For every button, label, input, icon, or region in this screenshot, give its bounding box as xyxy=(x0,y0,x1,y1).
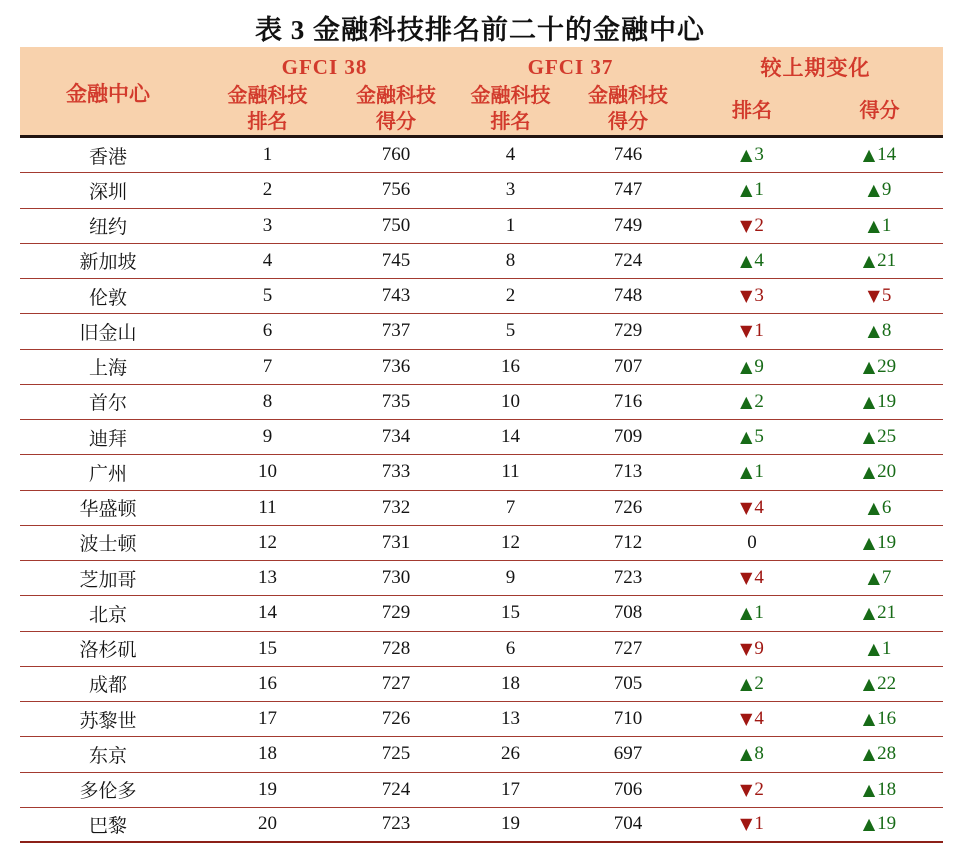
down-arrow-icon: ▼ xyxy=(740,814,753,834)
table-row xyxy=(20,138,943,173)
gfci38-rank-cell: 5 xyxy=(262,285,273,307)
change-value: 18 xyxy=(877,778,897,800)
city-cell: 成都 xyxy=(88,675,127,697)
change-value: 25 xyxy=(877,426,897,448)
score-change-cell xyxy=(816,602,943,624)
gfci37-rank-cell: 9 xyxy=(505,567,516,589)
table-title: 表 3 金融科技排名前二十的金融中心 xyxy=(255,15,705,45)
table-row xyxy=(20,455,943,490)
table-row xyxy=(20,279,943,314)
gfci37-rank-cell: 2 xyxy=(505,285,516,307)
change-value: 1 xyxy=(754,461,764,483)
gfci37-score-cell: 706 xyxy=(613,778,643,800)
change-value: 7 xyxy=(881,567,892,589)
up-arrow-icon: ▲ xyxy=(862,532,876,552)
gfci37-score-cell: 707 xyxy=(613,355,643,377)
gfci37-score-cell: 704 xyxy=(613,813,643,835)
gfci38-rank-cell: 15 xyxy=(258,637,277,659)
table-row xyxy=(20,632,943,667)
gfci38-rank-cell: 4 xyxy=(262,249,273,271)
gfci37-rank-cell: 1 xyxy=(505,214,516,236)
table-row xyxy=(20,526,943,561)
gfci38-score-cell: 733 xyxy=(381,461,411,483)
change-value: 16 xyxy=(877,708,897,730)
down-arrow-icon: ▼ xyxy=(740,321,753,341)
up-arrow-icon: ▲ xyxy=(862,462,876,482)
fintech-ranking-table xyxy=(20,47,943,843)
up-arrow-icon: ▲ xyxy=(867,568,880,588)
up-arrow-icon: ▲ xyxy=(867,215,880,235)
city-cell: 广州 xyxy=(88,463,127,485)
table-row xyxy=(20,209,943,244)
gfci38-score-cell: 725 xyxy=(381,743,411,765)
down-arrow-icon: ▼ xyxy=(740,568,753,588)
score-change-cell xyxy=(816,813,943,835)
header-gfci37-rank xyxy=(453,79,568,138)
rank-change-cell xyxy=(688,779,816,801)
gfci37-rank-cell: 11 xyxy=(501,461,520,483)
gfci38-rank-cell: 18 xyxy=(258,743,277,765)
change-value: 21 xyxy=(877,602,897,624)
down-arrow-icon: ▼ xyxy=(740,638,753,658)
up-arrow-icon: ▲ xyxy=(740,180,753,200)
city-cell: 旧金山 xyxy=(79,322,137,344)
change-value: 1 xyxy=(881,214,892,236)
gfci37-rank-cell: 19 xyxy=(501,813,520,835)
change-value: 8 xyxy=(881,320,892,342)
up-arrow-icon: ▲ xyxy=(862,145,876,165)
gfci38-score-cell: 731 xyxy=(381,531,411,553)
change-value: 2 xyxy=(754,672,764,694)
gfci38-score-cell: 743 xyxy=(381,285,411,307)
table-row xyxy=(20,737,943,772)
rank-change-cell xyxy=(688,532,816,554)
table-body xyxy=(20,138,943,843)
header-rank-label: 排名 xyxy=(247,110,288,133)
up-arrow-icon: ▲ xyxy=(867,180,880,200)
rank-change-cell xyxy=(688,673,816,695)
change-value: 21 xyxy=(877,249,897,271)
score-change-cell xyxy=(816,673,943,695)
rank-change-cell xyxy=(688,461,816,483)
change-value: 2 xyxy=(754,778,764,800)
gfci37-score-cell: 747 xyxy=(613,179,643,201)
gfci38-rank-cell: 12 xyxy=(258,531,277,553)
change-value: 19 xyxy=(877,390,897,412)
gfci38-score-cell: 732 xyxy=(381,496,411,518)
score-change-cell xyxy=(816,144,943,166)
score-change-cell xyxy=(816,356,943,378)
table-row xyxy=(20,314,943,349)
up-arrow-icon: ▲ xyxy=(862,356,876,376)
rank-change-cell xyxy=(688,179,816,201)
rank-change-cell xyxy=(688,602,816,624)
city-cell: 首尔 xyxy=(88,393,127,415)
up-arrow-icon: ▲ xyxy=(862,709,876,729)
gfci37-rank-cell: 16 xyxy=(501,355,520,377)
table-row xyxy=(20,596,943,631)
gfci37-rank-cell: 17 xyxy=(501,778,520,800)
rank-change-cell xyxy=(688,567,816,589)
gfci38-rank-cell: 17 xyxy=(258,708,277,730)
city-cell: 纽约 xyxy=(88,217,127,239)
city-cell: 伦敦 xyxy=(88,287,127,309)
gfci37-rank-cell: 15 xyxy=(501,602,520,624)
header-gfci37-score xyxy=(568,79,688,138)
city-cell: 洛杉矶 xyxy=(79,640,137,662)
city-cell: 东京 xyxy=(88,745,127,767)
score-change-cell xyxy=(816,567,943,589)
header-financial-center: 金融中心 xyxy=(66,81,150,106)
gfci38-rank-cell: 6 xyxy=(262,320,273,342)
up-arrow-icon: ▲ xyxy=(862,673,876,693)
table-row xyxy=(20,491,943,526)
up-arrow-icon: ▲ xyxy=(862,391,876,411)
gfci37-rank-cell: 8 xyxy=(505,249,516,271)
table-row xyxy=(20,173,943,208)
gfci37-score-cell: 724 xyxy=(613,249,643,271)
down-arrow-icon: ▼ xyxy=(740,215,753,235)
up-arrow-icon: ▲ xyxy=(740,462,753,482)
gfci38-score-cell: 729 xyxy=(381,602,411,624)
up-arrow-icon: ▲ xyxy=(740,427,753,447)
change-value: 6 xyxy=(881,496,892,518)
change-value: 1 xyxy=(754,179,764,201)
rank-change-cell xyxy=(688,285,816,307)
gfci37-score-cell: 729 xyxy=(613,320,643,342)
gfci38-score-cell: 756 xyxy=(381,179,411,201)
change-value: 28 xyxy=(877,743,897,765)
city-cell: 深圳 xyxy=(88,181,127,203)
gfci38-rank-cell: 8 xyxy=(262,390,273,412)
gfci37-rank-cell: 3 xyxy=(505,179,516,201)
score-change-cell xyxy=(816,638,943,660)
down-arrow-icon: ▼ xyxy=(867,286,880,306)
change-value: 8 xyxy=(754,743,764,765)
change-value: 1 xyxy=(754,813,764,835)
table-row xyxy=(20,350,943,385)
change-value: 5 xyxy=(754,426,764,448)
up-arrow-icon: ▲ xyxy=(740,673,753,693)
change-value: 19 xyxy=(877,813,897,835)
gfci37-score-cell: 748 xyxy=(613,285,643,307)
up-arrow-icon: ▲ xyxy=(862,779,876,799)
city-cell: 华盛顿 xyxy=(79,499,137,521)
rank-change-cell xyxy=(688,356,816,378)
gfci38-rank-cell: 2 xyxy=(262,179,273,201)
header-fintech-label: 金融科技 xyxy=(588,84,668,107)
table-row xyxy=(20,244,943,279)
up-arrow-icon: ▲ xyxy=(740,356,753,376)
score-change-cell xyxy=(816,285,943,307)
gfci37-score-cell: 726 xyxy=(613,496,643,518)
down-arrow-icon: ▼ xyxy=(740,286,753,306)
up-arrow-icon: ▲ xyxy=(740,744,753,764)
change-value: 2 xyxy=(754,390,764,412)
up-arrow-icon: ▲ xyxy=(740,250,753,270)
change-value: 9 xyxy=(754,637,764,659)
gfci38-rank-cell: 16 xyxy=(258,672,277,694)
gfci38-score-cell: 727 xyxy=(381,672,411,694)
up-arrow-icon: ▲ xyxy=(740,391,753,411)
header-score-label: 得分 xyxy=(608,110,648,133)
score-change-cell xyxy=(816,320,943,342)
header-group-gfci37: GFCI 37 xyxy=(527,54,614,79)
header-group-change: 较上期变化 xyxy=(760,56,871,80)
gfci38-score-cell: 726 xyxy=(381,708,411,730)
city-cell: 北京 xyxy=(88,604,127,626)
rank-change-cell xyxy=(688,250,816,272)
header-score-label: 得分 xyxy=(376,110,416,133)
gfci38-rank-cell: 9 xyxy=(262,426,273,448)
city-cell: 香港 xyxy=(88,146,127,168)
city-cell: 迪拜 xyxy=(88,428,127,450)
score-change-cell xyxy=(816,743,943,765)
city-cell: 芝加哥 xyxy=(79,569,137,591)
gfci38-score-cell: 728 xyxy=(381,637,411,659)
rank-change-cell xyxy=(688,426,816,448)
gfci37-score-cell: 697 xyxy=(613,743,643,765)
table-row xyxy=(20,420,943,455)
up-arrow-icon: ▲ xyxy=(862,603,876,623)
gfci37-score-cell: 708 xyxy=(613,602,643,624)
table-row xyxy=(20,702,943,737)
score-change-cell xyxy=(816,179,943,201)
gfci37-score-cell: 749 xyxy=(613,214,643,236)
score-change-cell xyxy=(816,779,943,801)
rank-change-cell xyxy=(688,497,816,519)
gfci37-rank-cell: 10 xyxy=(501,390,520,412)
gfci37-rank-cell: 4 xyxy=(505,144,516,166)
gfci37-score-cell: 713 xyxy=(613,461,643,483)
city-cell: 巴黎 xyxy=(88,815,127,837)
change-value: 4 xyxy=(754,249,764,271)
gfci37-rank-cell: 6 xyxy=(505,637,516,659)
change-value: 29 xyxy=(877,355,897,377)
change-value: 19 xyxy=(877,531,897,553)
gfci37-score-cell: 746 xyxy=(613,144,643,166)
score-change-cell xyxy=(816,532,943,554)
gfci38-rank-cell: 10 xyxy=(258,461,277,483)
header-gfci38-rank xyxy=(196,79,339,138)
gfci38-rank-cell: 14 xyxy=(258,602,277,624)
down-arrow-icon: ▼ xyxy=(740,709,753,729)
score-change-cell xyxy=(816,426,943,448)
city-cell: 新加坡 xyxy=(79,252,137,274)
gfci38-score-cell: 730 xyxy=(381,567,411,589)
table-row xyxy=(20,385,943,420)
gfci38-rank-cell: 13 xyxy=(258,567,277,589)
header-rank-label: 排名 xyxy=(490,110,531,133)
gfci37-rank-cell: 13 xyxy=(501,708,520,730)
up-arrow-icon: ▲ xyxy=(862,814,876,834)
header-group-gfci38: GFCI 38 xyxy=(281,54,368,79)
gfci37-rank-cell: 26 xyxy=(501,743,520,765)
gfci37-rank-cell: 12 xyxy=(501,531,520,553)
table-row xyxy=(20,561,943,596)
change-value: 9 xyxy=(754,355,764,377)
header-change-score: 得分 xyxy=(859,100,900,122)
gfci38-score-cell: 750 xyxy=(381,214,411,236)
change-value: 4 xyxy=(754,708,764,730)
header-gfci38-score xyxy=(339,79,453,138)
up-arrow-icon: ▲ xyxy=(740,603,753,623)
gfci38-score-cell: 734 xyxy=(381,426,411,448)
score-change-cell xyxy=(816,391,943,413)
gfci38-rank-cell: 3 xyxy=(262,214,273,236)
table-row xyxy=(20,667,943,702)
down-arrow-icon: ▼ xyxy=(740,779,753,799)
up-arrow-icon: ▲ xyxy=(862,427,876,447)
table-row xyxy=(20,808,943,843)
gfci37-score-cell: 710 xyxy=(613,708,643,730)
gfci38-rank-cell: 7 xyxy=(262,355,273,377)
up-arrow-icon: ▲ xyxy=(740,145,753,165)
gfci38-rank-cell: 20 xyxy=(258,813,277,835)
change-value: 1 xyxy=(754,320,764,342)
city-cell: 波士顿 xyxy=(79,534,137,556)
rank-change-cell xyxy=(688,144,816,166)
up-arrow-icon: ▲ xyxy=(862,744,876,764)
rank-change-cell xyxy=(688,391,816,413)
change-value: 0 xyxy=(747,531,757,553)
change-value: 20 xyxy=(877,461,897,483)
header-change-rank: 排名 xyxy=(732,100,772,122)
change-value: 3 xyxy=(754,285,764,307)
city-cell: 苏黎世 xyxy=(79,710,137,732)
gfci38-score-cell: 723 xyxy=(381,813,411,835)
score-change-cell xyxy=(816,497,943,519)
gfci37-rank-cell: 14 xyxy=(501,426,520,448)
gfci38-score-cell: 724 xyxy=(381,778,411,800)
up-arrow-icon: ▲ xyxy=(867,321,880,341)
header-fintech-label: 金融科技 xyxy=(470,84,551,107)
gfci38-score-cell: 736 xyxy=(381,355,411,377)
header-fintech-label: 金融科技 xyxy=(356,84,436,107)
rank-change-cell xyxy=(688,708,816,730)
rank-change-cell xyxy=(688,638,816,660)
rank-change-cell xyxy=(688,215,816,237)
rank-change-cell xyxy=(688,743,816,765)
gfci38-score-cell: 745 xyxy=(381,249,411,271)
gfci37-score-cell: 723 xyxy=(613,567,643,589)
gfci38-score-cell: 737 xyxy=(381,320,411,342)
score-change-cell xyxy=(816,461,943,483)
gfci37-score-cell: 709 xyxy=(613,426,643,448)
gfci38-score-cell: 760 xyxy=(381,144,411,166)
change-value: 2 xyxy=(754,214,764,236)
change-value: 4 xyxy=(754,496,764,518)
gfci38-rank-cell: 1 xyxy=(262,144,273,166)
change-value: 4 xyxy=(754,567,764,589)
change-value: 14 xyxy=(877,144,897,166)
gfci37-rank-cell: 18 xyxy=(501,672,520,694)
change-value: 3 xyxy=(754,144,764,166)
change-value: 22 xyxy=(877,672,897,694)
rank-change-cell xyxy=(688,813,816,835)
header-fintech-label: 金融科技 xyxy=(227,84,308,107)
up-arrow-icon: ▲ xyxy=(867,638,880,658)
score-change-cell xyxy=(816,708,943,730)
score-change-cell xyxy=(816,250,943,272)
rank-change-cell xyxy=(688,320,816,342)
gfci37-rank-cell: 5 xyxy=(505,320,516,342)
gfci38-score-cell: 735 xyxy=(381,390,411,412)
gfci38-rank-cell: 19 xyxy=(258,778,277,800)
up-arrow-icon: ▲ xyxy=(867,497,880,517)
gfci37-score-cell: 705 xyxy=(613,672,643,694)
gfci37-score-cell: 727 xyxy=(613,637,643,659)
score-change-cell xyxy=(816,215,943,237)
gfci38-rank-cell: 11 xyxy=(258,496,277,518)
table-row xyxy=(20,773,943,808)
gfci37-rank-cell: 7 xyxy=(505,496,516,518)
city-cell: 多伦多 xyxy=(79,781,137,803)
gfci37-score-cell: 712 xyxy=(613,531,643,553)
gfci37-score-cell: 716 xyxy=(613,390,643,412)
change-value: 1 xyxy=(881,637,892,659)
up-arrow-icon: ▲ xyxy=(862,250,876,270)
down-arrow-icon: ▼ xyxy=(740,497,753,517)
city-cell: 上海 xyxy=(88,358,127,380)
change-value: 1 xyxy=(754,602,764,624)
change-value: 5 xyxy=(881,285,892,307)
table-header xyxy=(20,47,943,138)
change-value: 9 xyxy=(881,179,892,201)
